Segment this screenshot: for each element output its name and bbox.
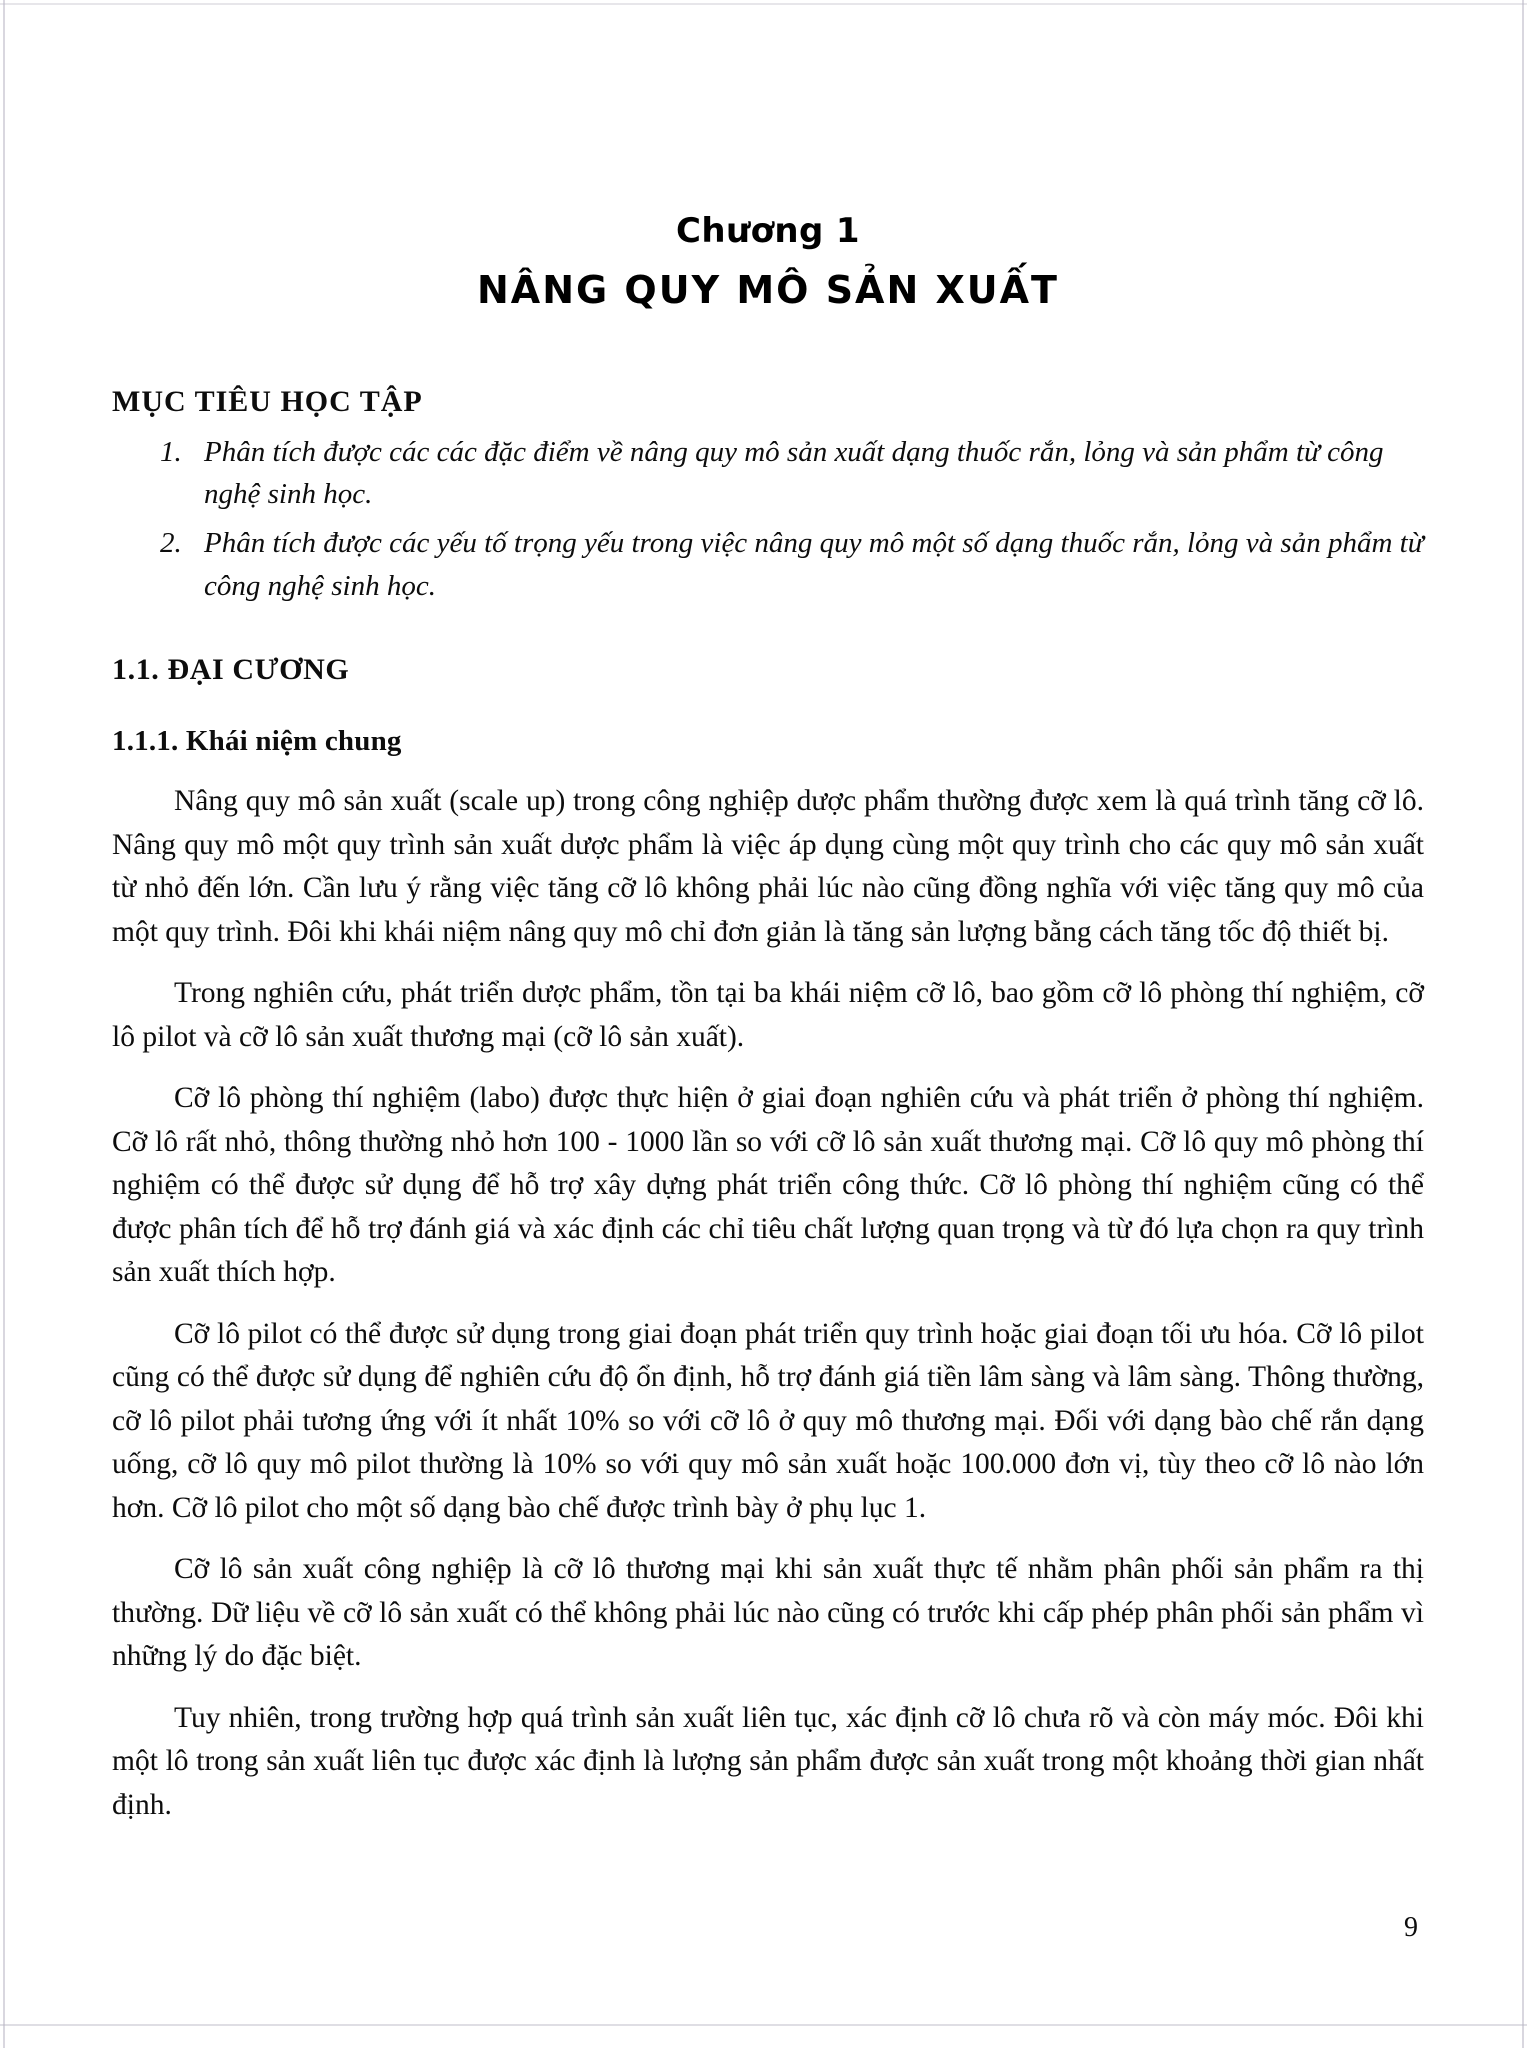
objective-marker: 2. xyxy=(160,527,182,560)
page-edge-left xyxy=(3,0,5,2048)
objectives-heading: MỤC TIÊU HỌC TẬP xyxy=(112,384,423,418)
page-edge-right xyxy=(1522,0,1524,2048)
objective-text: Phân tích được các yếu tố trọng yếu trong việc nâng quy mô một số dạng thuốc rắn, lỏng và sản phẩm từ công nghệ sinh học. xyxy=(204,527,1424,602)
chapter-title: NÂNG QUY MÔ SẢN XUẤT xyxy=(477,268,1059,313)
paragraph-1: Nâng quy mô sản xuất (scale up) trong công nghiệp dược phẩm thường được xem là quá trình tăng cỡ lô. Nâng quy mô một quy trình sản xuất dược phẩm là việc áp dụng cùng một quy trình cho các quy mô sản xuất từ nhỏ đến lớn. Cần lưu ý rằng việc tăng cỡ lô không phải lúc nào cũng đồng nghĩa với việc tăng quy mô của một quy trình. Đôi khi khái niệm nâng quy mô chỉ đơn giản là tăng sản lượng bằng cách tăng tốc độ thiết bị. xyxy=(112,785,1424,948)
chapter-heading-block xyxy=(112,212,1424,313)
paragraph-2: Trong nghiên cứu, phát triển dược phẩm, tồn tại ba khái niệm cỡ lô, bao gồm cỡ lô phòng thí nghiệm, cỡ lô pilot và cỡ lô sản xuất thương mại (cỡ lô sản xuất). xyxy=(112,977,1424,1053)
objective-item-2 xyxy=(112,522,1424,607)
paragraph-5: Cỡ lô sản xuất công nghiệp là cỡ lô thương mại khi sản xuất thực tế nhằm phân phối sản phẩm ra thị thường. Dữ liệu về cỡ lô sản xuất có thể không phải lúc nào cũng có trước khi cấp phép phân phối sản phẩm vì những lý do đặc biệt. xyxy=(112,1553,1424,1673)
paragraph-3: Cỡ lô phòng thí nghiệm (labo) được thực hiện ở giai đoạn nghiên cứu và phát triển ở phòng thí nghiệm. Cỡ lô rất nhỏ, thông thường nhỏ hơn 100 - 1000 lần so với cỡ lô sản xuất thương mại. Cỡ lô quy mô phòng thí nghiệm có thể được sử dụng để hỗ trợ xây dựng phát triển công thức. Cỡ lô phòng thí nghiệm cũng có thể được phân tích để hỗ trợ đánh giá và xác định các chỉ tiêu chất lượng quan trọng và từ đó lựa chọn ra quy trình sản xuất thích hợp. xyxy=(112,1082,1424,1289)
paragraph-4: Cỡ lô pilot có thể được sử dụng trong giai đoạn phát triển quy trình hoặc giai đoạn tối ưu hóa. Cỡ lô pilot cũng có thể được sử dụng để nghiên cứu độ ổn định, hỗ trợ đánh giá tiền lâm sàng và lâm sàng. Thông thường, cỡ lô pilot phải tương ứng với ít nhất 10% so với cỡ lô ở quy mô thương mại. Đối với dạng bào chế rắn dạng uống, cỡ lô quy mô pilot thường là 10% so với quy mô sản xuất hoặc 100.000 đơn vị, tùy theo cỡ lô nào lớn hơn. Cỡ lô pilot cho một số dạng bào chế được trình bày ở phụ lục 1. xyxy=(112,1317,1424,1524)
subsection-heading-1-1-1: 1.1.1. Khái niệm chung xyxy=(112,725,402,758)
objectives-list xyxy=(112,431,1424,608)
section-heading-1-1: 1.1. ĐẠI CƯƠNG xyxy=(112,653,350,687)
paragraph-6: Tuy nhiên, trong trường hợp quá trình sản xuất liên tục, xác định cỡ lô chưa rõ và còn máy móc. Đôi khi một lô trong sản xuất liên tục được xác định là lượng sản phẩm được sản xuất trong một khoảng thời gian nhất định. xyxy=(112,1701,1424,1821)
objective-item-1 xyxy=(112,431,1424,516)
objective-marker: 1. xyxy=(160,435,182,468)
page-content xyxy=(112,0,1424,2048)
chapter-number: Chương 1 xyxy=(676,211,860,251)
page-number: 9 xyxy=(1404,1912,1418,1943)
objective-text: Phân tích được các các đặc điểm về nâng quy mô sản xuất dạng thuốc rắn, lỏng và sản phẩm từ công nghệ sinh học. xyxy=(204,435,1384,511)
